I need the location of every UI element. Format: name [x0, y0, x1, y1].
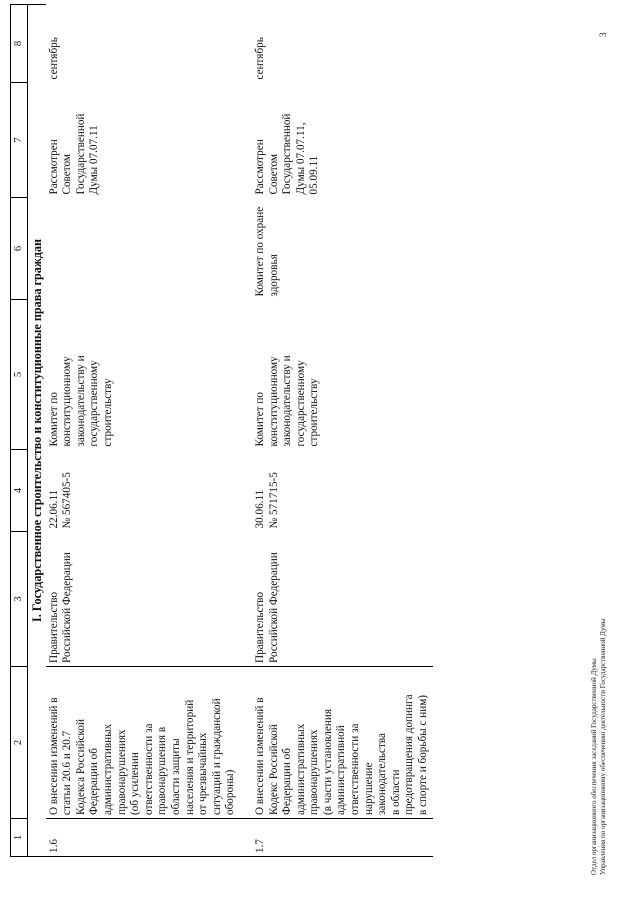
bill-status: Рассмотрен Советом Государственной Думы 07.07.11 [47, 113, 101, 195]
responsible-committee: Комитет по конституционному законодательству и государственному строительству [47, 355, 114, 447]
column-number: 3 [11, 532, 28, 667]
column-number: 5 [11, 300, 28, 450]
column-number: 6 [11, 198, 28, 300]
column-number: 2 [11, 667, 28, 819]
column-number: 8 [11, 5, 28, 83]
bill-title: О внесении изменений в Кодекс Российской Федерации об административных правонарушениях (в части установления административной ответственности за нарушение законодательства в области предотвращения допинга в спорте и борьбы с ним) [240, 667, 433, 819]
responsible-committee: Комитет по конституционному законодательству и государственному строительству [253, 355, 321, 447]
column-number: 7 [11, 83, 28, 198]
footer-line: Управления по организационному обеспечению деятельности Государственной Думы [599, 618, 607, 875]
page-number: 3 [598, 32, 608, 37]
column-number: 1 [11, 819, 28, 857]
row-number: 1.6 [46, 819, 240, 857]
co-committee: Комитет по охране здоровья [253, 206, 280, 297]
column-number: 4 [11, 450, 28, 532]
section-title: I. Государственное строительство и конституционные права граждан [28, 5, 46, 857]
footer-line: Отдел организационного обеспечения заседаний Государственной Думы [590, 658, 598, 875]
bill-title: О внесении изменений в статьи 20.6 и 20.7 Кодекса Российской Федерации об административных правонарушениях (об усилении ответственности за правонарушения в области защиты населения и территорий от чрезвычайных ситуаций и гражданской обороны) [46, 667, 240, 819]
row-number: 1.7 [240, 819, 433, 857]
bill-status: Рассмотрен Советом Государственной Думы 07.07.11, 05.09.11 [253, 113, 321, 195]
page-footer [590, 619, 608, 875]
co-committee [46, 198, 240, 300]
bill-term: сентябрь [47, 37, 60, 80]
section-header-row [28, 5, 46, 857]
bill-registration: 30.06.11 № 571715-5 [253, 472, 280, 529]
column-number-row [11, 5, 28, 857]
table-row [240, 5, 433, 857]
bill-term: сентябрь [253, 37, 266, 80]
bill-initiator: Правительство Российской Федерации [253, 552, 280, 663]
bills-table [10, 4, 433, 857]
bill-initiator: Правительство Российской Федерации [47, 552, 74, 663]
bill-registration: 22.06.11 № 567405-5 [47, 472, 74, 529]
table-row [46, 5, 240, 857]
